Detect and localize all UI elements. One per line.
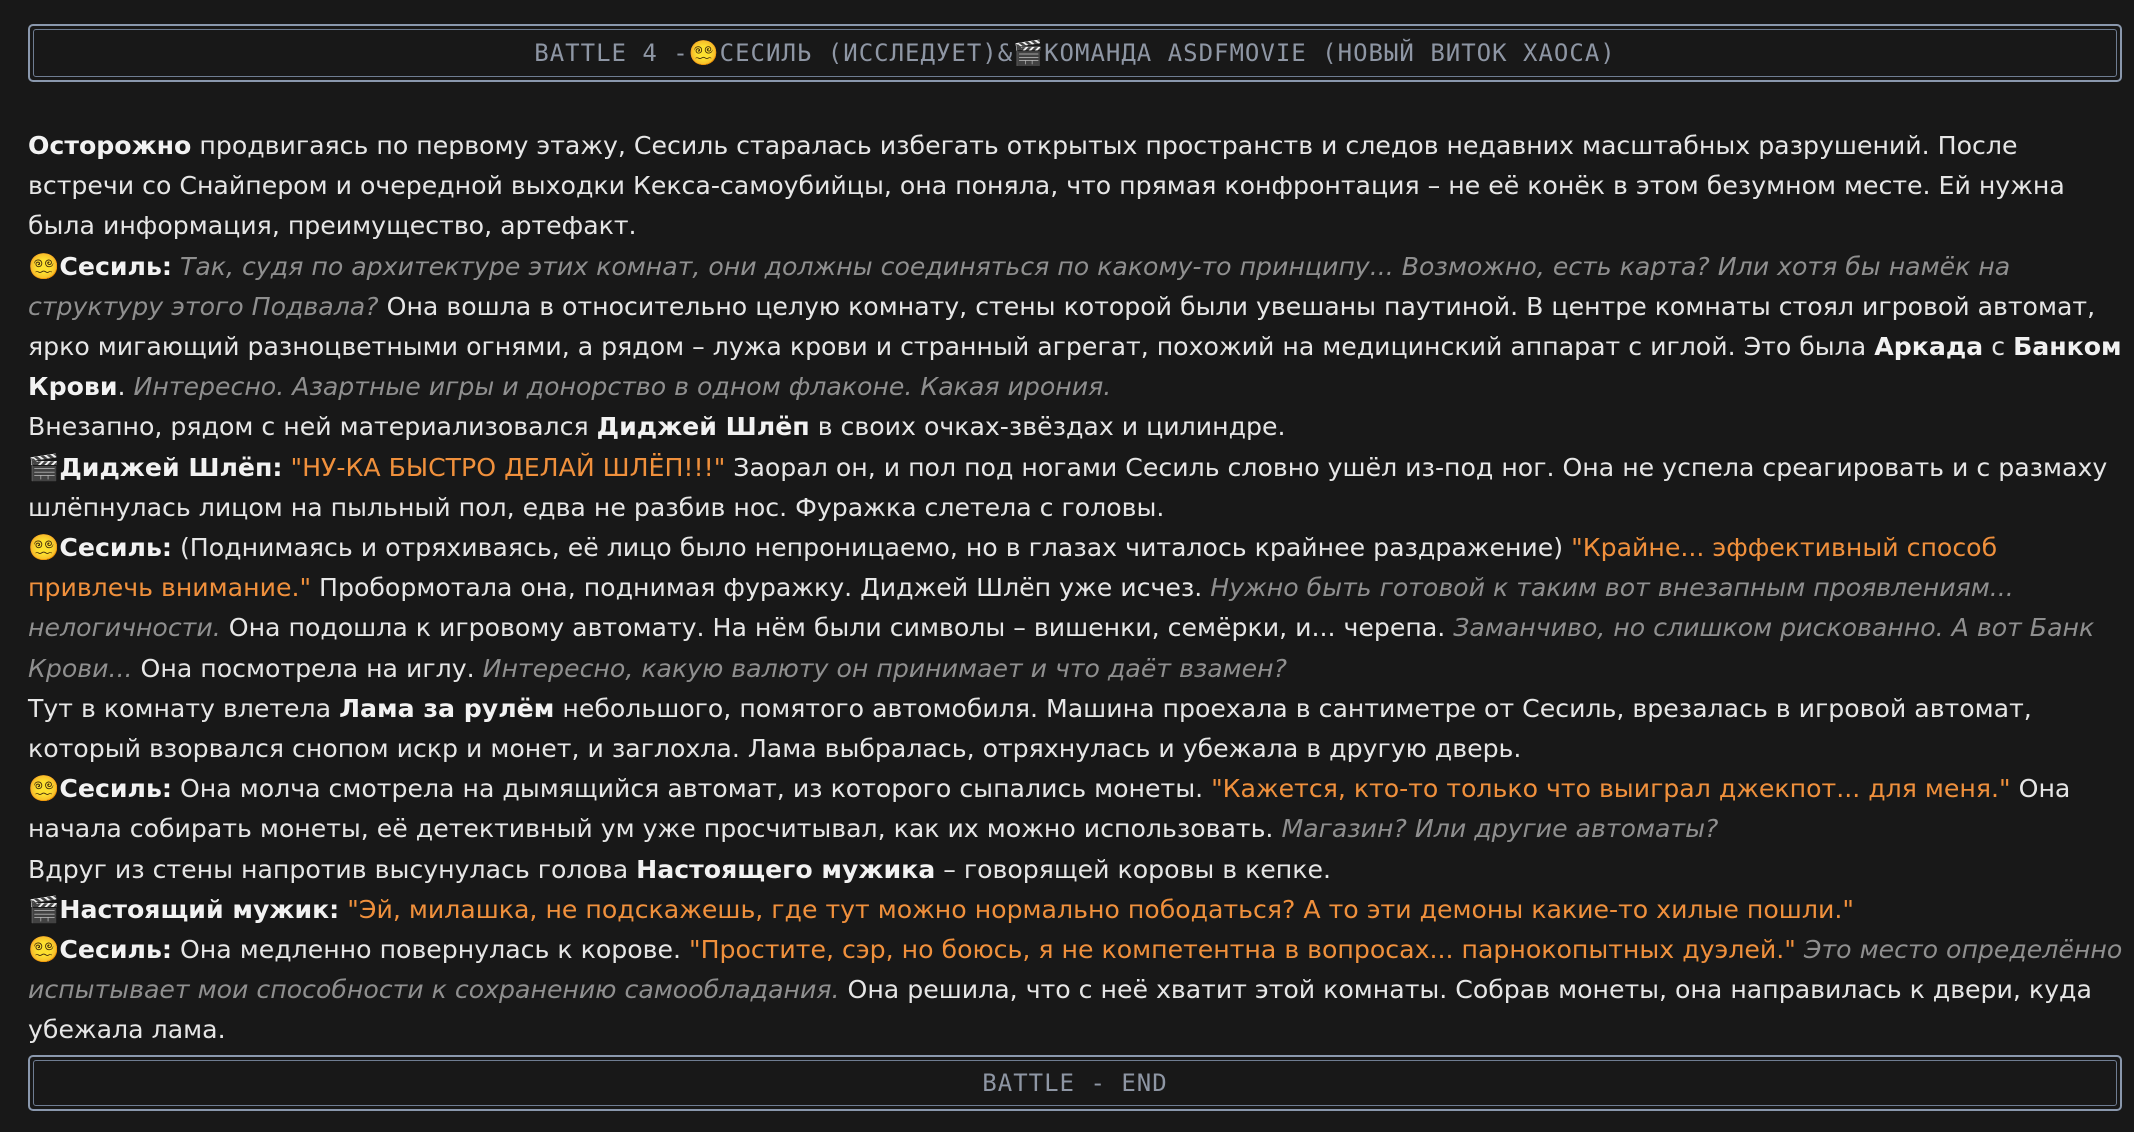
clapper-board-icon: 🎬 [28,894,60,924]
dizzy-face-icon: 😵‍💫 [28,533,60,563]
story-paragraph [28,769,2128,849]
speech-text: "Кажется, кто-то только что выиграл джекпот... для меня." [1211,774,2011,804]
header-character-name: СЕСИЛЬ (ИССЛЕДУЕТ) [719,39,998,67]
dizzy-face-icon: 😵‍💫 [28,935,60,965]
story-text-run: Вдруг из стены напротив высунулась голова [28,854,637,884]
header-prefix: BATTLE 4 - [534,39,689,67]
story-text-run: . [117,372,134,402]
story-paragraph [28,448,2128,528]
battle-footer-text: BATTLE - END [33,1060,2117,1106]
story-text-run [172,252,180,281]
story-text-run: Заорал он, и пол под ногами Сесиль словно ушёл из-под ног. Она не успела среагировать и с размаху шлёпнулась лицом на пыльный пол, едва не разбив нос. Фуражка слетела с головы. [28,452,2108,522]
story-text-run: небольшого, помятого автомобиля. Машина проехала в сантиметре от Сесиль, врезалась в игровой автомат, который взорвался снопом искр и монет, и заглохла. Лама выбралась, отряхнулась и убежала в другую дверь. [28,693,2032,764]
dizzy-face-icon: 😵‍💫 [688,39,720,67]
story-text-run: Тут в комнату влетела [28,693,340,723]
story-text-run: Она начала собирать монеты, её детективный ум уже просчитывал, как их можно использовать. [28,774,2071,844]
story-text [28,126,2128,1051]
story-text-run: Она медленно повернулась к корове. [171,935,689,965]
story-paragraph [28,407,2128,447]
header-ampersand: & [997,39,1014,67]
thought-text: Интересно, какую валюту он принимает и что даёт взамен? [482,653,1288,683]
story-text-run: продвигаясь по первому этажу, Сесиль старалась избегать открытых пространств и следов недавних масштабных разрушений. После встречи со Снайпером и очередной выходки Кекса-самоубийцы, она поняла, что прямая конфронтация – не её конёк в этом безумном месте. Ей нужна была информация, преимущество, артефакт. [28,131,2065,241]
thought-text: Это место определённо испытывает мои способности к сохранению самообладания. [28,935,2123,1005]
story-paragraph [28,930,2128,1051]
bold-text: Сесиль: [59,774,172,804]
clapper-board-icon: 🎬 [1013,39,1045,67]
header-opponent-name: КОМАНДА ASDFMOVIE (НОВЫЙ ВИТОК ХАОСА) [1044,39,1616,67]
story-paragraph [28,247,2128,408]
thought-text: Магазин? Или другие автоматы? [1281,814,1719,844]
speech-text: "Эй, милашка, не подскажешь, где тут можно нормально пободаться? А то эти демоны какие-то хилые пошли." [347,894,1854,924]
bold-text: Лама за рулём [339,693,555,723]
story-paragraph [28,126,2128,247]
story-text-run: Она подошла к игровому автомату. На нём были символы – вишенки, семёрки, и... черепа. [220,613,1454,643]
battle-header-text [33,29,2117,77]
story-paragraph [28,890,2128,930]
bold-text: Диджей Шлёп: [59,452,283,482]
thought-text: Интересно. Азартные игры и донорство в одном флаконе. Какая ирония. [133,372,1112,402]
story-text-run: в своих очках-звёздах и цилиндре. [809,412,1286,442]
thought-text: Так, судя по архитектуре этих комнат, они должны соединяться по какому-то принципу... Возможно, есть карта? Или хотя бы намёк на структуру этого Подвала? [28,251,2011,321]
bold-text: Банком Крови [28,332,2122,402]
story-text-run [1796,935,1804,964]
story-text-run: – говорящей коровы в кепке. [935,854,1331,884]
story-text-run: (Поднимаясь и отряхиваясь, её лицо было непроницаемо, но в глазах читалось крайнее раздражение) [171,533,1572,563]
story-paragraph [28,689,2128,769]
bold-text: Настоящий мужик: [59,894,340,924]
speech-text: "Крайне... эффективный способ привлечь внимание." [28,533,1998,603]
clapper-board-icon: 🎬 [28,452,60,482]
bold-text: Сесиль: [59,251,172,281]
dizzy-face-icon: 😵‍💫 [28,774,60,804]
speech-text: "Простите, сэр, но боюсь, я не компетентна в вопросах... парнокопытных дуэлей." [688,935,1796,965]
story-text-run: Пробормотала она, поднимая фуражку. Диджей Шлёп уже исчез. [311,573,1211,603]
story-paragraph [28,850,2128,890]
battle-header-banner [28,24,2122,82]
story-text-run: Она решила, что с неё хватит этой комнаты. Собрав монеты, она направилась к двери, куда убежала лама. [28,975,2092,1045]
bold-text: Осторожно [28,131,192,160]
bold-text: Диджей Шлёп [596,412,810,442]
speech-text: "НУ-КА БЫСТРО ДЕЛАЙ ШЛЁП!!!" [290,452,726,482]
dizzy-face-icon: 😵‍💫 [28,251,60,281]
thought-text: Заманчиво, но слишком рискованно. А вот Банк Крови... [28,613,2095,683]
bold-text: Сесиль: [59,935,172,965]
bold-text: Аркада [1874,332,1984,362]
story-text-run: с [1983,332,2014,362]
story-paragraph [28,528,2128,689]
thought-text: Нужно быть готовой к таким вот внезапным проявлениям... нелогичности. [28,573,2014,643]
story-text-run: Она посмотрела на иглу. [132,653,483,683]
battle-footer-banner [28,1055,2122,1111]
bold-text: Сесиль: [59,533,172,563]
story-text-run [282,453,290,482]
story-text-run: Она молча смотрела на дымящийся автомат, из которого сыпались монеты. [171,774,1212,804]
story-text-run: Она вошла в относительно целую комнату, стены которой были увешаны паутиной. В центре комнаты стоял игровой автомат, ярко мигающий разноцветными огнями, а рядом – лужа крови и странный агрегат, похожий на медицинский аппарат с иглой. Это была [28,291,2096,362]
bold-text: Настоящего мужика [636,854,936,884]
story-text-run: Внезапно, рядом с ней материализовался [28,412,597,442]
